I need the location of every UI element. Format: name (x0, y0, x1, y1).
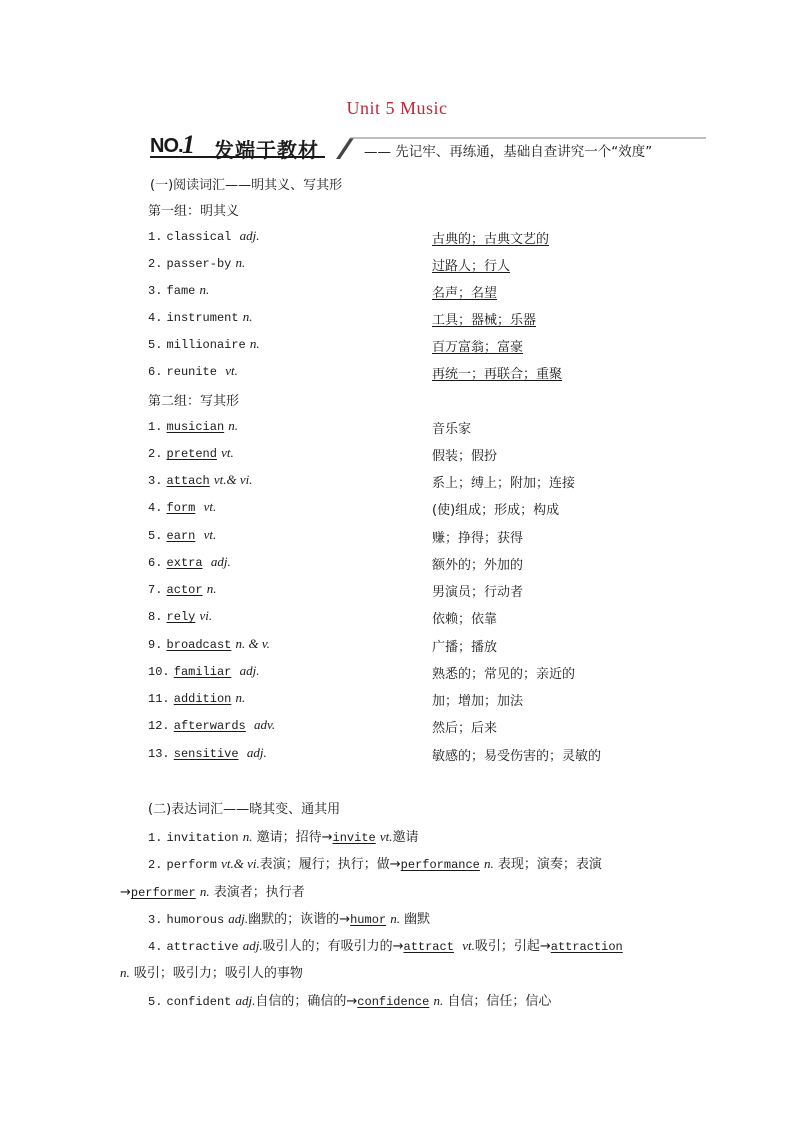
arrow-icon: → (389, 857, 401, 872)
page-title: Unit 5 Music (346, 98, 448, 118)
vocab-row: 8. rely vi. (148, 608, 213, 624)
vocab-meaning: 敏感的；易受伤害的；灵敏的 (432, 749, 602, 764)
section2-heading: (二)表达词汇——晓其变、通其用 (148, 802, 341, 817)
expression-row: 5. confident adj.自信的；确信的→confidence n. 自信；信任；信心 (148, 993, 552, 1009)
vocab-row: 1. classical adj. (148, 228, 260, 244)
group1-heading: 第一组：明其义 (148, 204, 240, 219)
vocab-row: 3. attach vt.& vi. (148, 472, 253, 488)
arrow-icon: → (539, 939, 551, 954)
vocab-row: 4. instrument n. (148, 309, 253, 325)
section1-heading: (一)阅读词汇——明其义、写其形 (150, 178, 343, 193)
vocab-row: 12. afterwards adv. (148, 717, 276, 733)
vocab-meaning: 额外的；外加的 (432, 558, 524, 573)
arrow-icon: → (392, 939, 404, 954)
vocab-row: 9. broadcast n. & v. (148, 636, 270, 652)
arrow-icon: → (321, 830, 333, 845)
vocab-meaning: (使)组成；形成；构成 (432, 503, 560, 518)
expression-row-continued: n. 吸引；吸引力；吸引人的事物 (120, 965, 303, 981)
vocab-row: 5. millionaire n. (148, 336, 260, 352)
vocab-row: 5. earn vt. (148, 527, 217, 543)
vocab-row: 11. addition n. (148, 690, 246, 706)
expression-row: 3. humorous adj.幽默的；诙谐的→humor n. 幽默 (148, 911, 431, 927)
banner-no-label: NO. (150, 135, 183, 157)
vocab-meaning: 古典的；古典文艺的 (432, 232, 550, 247)
arrow-icon: → (346, 994, 358, 1009)
vocab-row: 6. extra adj. (148, 554, 231, 570)
expression-row: 1. invitation n. 邀请；招待→invite vt.邀请 (148, 829, 419, 845)
vocab-meaning: 系上；缚上；附加；连接 (432, 476, 576, 491)
banner-no-number: 1 (182, 130, 195, 159)
vocab-meaning: 男演员；行动者 (432, 585, 524, 600)
vocab-meaning: 假装；假扮 (432, 449, 498, 464)
vocab-row: 10. familiar adj. (148, 663, 260, 679)
expression-row: 2. perform vt.& vi.表演；履行；执行；做→performance n. 表现；演奏；表演 (148, 856, 602, 872)
vocab-meaning: 再统一；再联合；重聚 (432, 367, 563, 382)
vocab-meaning: 熟悉的；常见的；亲近的 (432, 667, 576, 682)
arrow-icon: → (339, 912, 351, 927)
vocab-meaning: 广播；播放 (432, 640, 498, 655)
vocab-row: 13. sensitive adj. (148, 745, 267, 761)
vocab-row: 4. form vt. (148, 499, 217, 515)
vocab-row: 6. reunite vt. (148, 363, 238, 379)
banner-subtitle: —— 先记牢、再练通，基础自查讲究一个“效度” (364, 144, 653, 160)
vocab-meaning: 百万富翁；富豪 (432, 340, 524, 355)
vocab-meaning: 过路人；行人 (432, 259, 511, 274)
vocab-meaning: 然后；后来 (432, 721, 498, 736)
vocab-meaning: 赚；挣得；获得 (432, 531, 524, 546)
vocab-meaning: 名声；名望 (432, 286, 498, 301)
group2-heading: 第二组：写其形 (148, 394, 240, 409)
vocab-row: 3. fame n. (148, 282, 210, 298)
section-banner (150, 132, 710, 162)
vocab-row: 7. actor n. (148, 581, 217, 597)
vocab-meaning: 依赖；依靠 (432, 612, 498, 627)
arrow-icon: → (120, 885, 131, 900)
expression-row-continued: →performer n. 表演者；执行者 (120, 884, 305, 900)
vocab-meaning: 加；增加；加法 (432, 694, 524, 709)
vocab-row: 2. passer-by n. (148, 255, 246, 271)
expression-row: 4. attractive adj.吸引人的；有吸引力的→attract vt.吸引；引起→attraction (148, 938, 623, 954)
vocab-row: 1. musician n. (148, 418, 239, 434)
vocab-meaning: 工具；器械；乐器 (432, 313, 537, 328)
banner-title: 发端于教材 (214, 138, 319, 162)
vocab-row: 2. pretend vt. (148, 445, 234, 461)
vocab-meaning: 音乐家 (432, 422, 472, 437)
